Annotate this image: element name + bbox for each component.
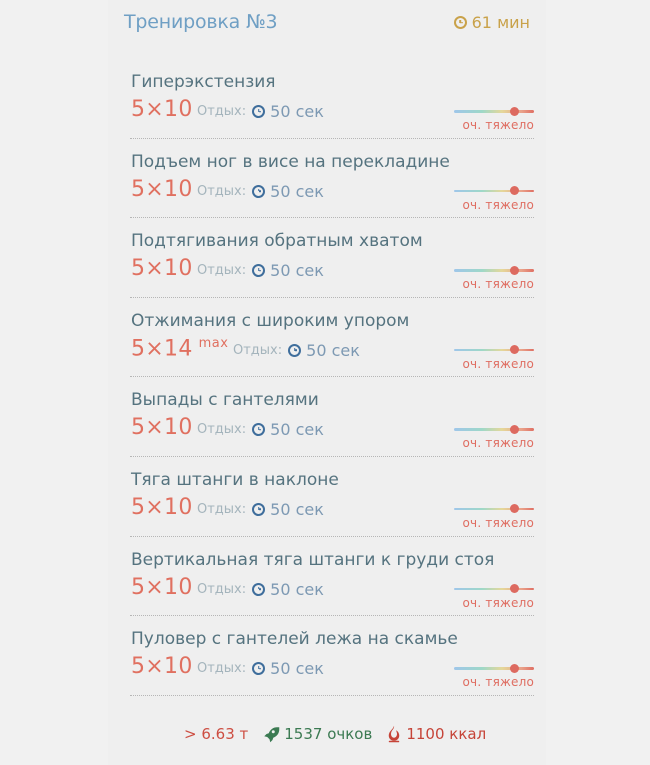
rest-value: 50 сек	[270, 499, 324, 519]
divider	[130, 456, 534, 457]
rest-time	[197, 261, 324, 280]
sets-reps-value: 5×10	[131, 176, 193, 202]
points-summary	[262, 725, 372, 743]
rest-time	[197, 102, 324, 121]
exercise-name: Подъем ног в висе на перекладине	[131, 151, 450, 172]
intensity-marker	[510, 664, 519, 673]
rocket-icon	[262, 725, 280, 743]
rest-value: 50 сек	[270, 261, 324, 281]
sets-reps-value: 5×10	[131, 574, 193, 600]
rest-value: 50 сек	[270, 102, 324, 121]
intensity-track	[454, 428, 534, 431]
intensity-slider	[454, 266, 534, 276]
rest-time	[197, 659, 324, 678]
intensity-marker	[510, 345, 519, 354]
exercise-item[interactable]	[130, 229, 534, 309]
divider	[130, 536, 534, 537]
exercise-item[interactable]	[130, 627, 534, 707]
sets-reps	[131, 415, 193, 440]
rest-value: 50 сек	[270, 181, 324, 201]
intensity-track	[454, 269, 534, 272]
intensity-slider	[454, 346, 534, 356]
sets-reps	[131, 495, 193, 520]
intensity-track	[454, 190, 534, 193]
exercise-name: Пуловер с гантелей лежа на скамье	[131, 629, 458, 650]
intensity-track	[454, 667, 534, 670]
clock-icon	[252, 503, 265, 516]
sets-reps	[131, 654, 193, 679]
sets-reps	[131, 256, 193, 281]
intensity-marker	[510, 504, 519, 513]
intensity-track	[454, 508, 534, 511]
calories-summary	[386, 725, 486, 743]
exercise-name: Гиперэкстензия	[131, 72, 276, 92]
exercise-item[interactable]	[130, 150, 534, 230]
sets-reps-value: 5×10	[131, 654, 193, 680]
exercise-item[interactable]	[130, 468, 534, 548]
sets-reps	[131, 177, 193, 202]
rest-label: Отдых:	[197, 422, 247, 438]
intensity-marker	[510, 266, 519, 275]
rest-label: Отдых:	[197, 104, 247, 119]
rest-time	[197, 580, 324, 599]
exercise-item[interactable]	[130, 309, 534, 389]
intensity-marker	[510, 425, 519, 434]
rest-value: 50 сек	[270, 659, 324, 679]
intensity-label: оч. тяжело	[462, 277, 534, 292]
divider	[130, 615, 534, 616]
intensity-track	[454, 349, 534, 352]
exercise-name: Подтягивания обратным хватом	[131, 231, 423, 252]
rest-value: 50 сек	[270, 420, 324, 440]
workout-duration	[454, 13, 530, 32]
calories-value: 1100 ккал	[406, 725, 487, 743]
intensity-label: оч. тяжело	[462, 675, 534, 690]
clock-icon	[252, 583, 265, 596]
rest-label: Отдых:	[197, 263, 247, 279]
intensity-track	[454, 588, 534, 591]
sets-reps	[131, 336, 228, 361]
divider	[130, 138, 534, 139]
sets-reps-value: 5×10	[131, 494, 193, 520]
intensity-slider	[454, 664, 534, 674]
divider	[130, 376, 534, 377]
intensity-slider	[454, 425, 534, 435]
intensity-slider	[454, 187, 534, 197]
divider	[130, 217, 534, 218]
intensity-track	[454, 110, 534, 113]
flame-icon	[386, 725, 402, 743]
workout-title: Тренировка №3	[124, 11, 278, 33]
intensity-label: оч. тяжело	[462, 436, 534, 451]
clock-icon	[252, 264, 265, 277]
sets-reps-value: 5×14	[131, 336, 193, 362]
exercise-item[interactable]	[130, 548, 534, 628]
clock-icon	[252, 185, 265, 198]
sets-reps	[131, 97, 193, 122]
intensity-marker	[510, 584, 519, 593]
sets-reps-value: 5×10	[131, 256, 193, 282]
exercise-name: Тяга штанги в наклоне	[131, 469, 339, 490]
intensity-label: оч. тяжело	[462, 595, 534, 610]
clock-icon	[454, 16, 467, 29]
rest-label: Отдых:	[197, 661, 247, 677]
exercise-name: Вертикальная тяга штанги к груди стоя	[131, 549, 495, 570]
rest-value: 50 сек	[306, 340, 360, 360]
sets-reps	[131, 575, 193, 600]
intensity-marker	[510, 107, 519, 116]
exercise-item[interactable]	[130, 388, 534, 468]
max-mark: max	[198, 335, 229, 351]
exercise-item[interactable]	[130, 70, 534, 150]
exercise-list	[130, 70, 534, 707]
divider	[130, 695, 534, 696]
rest-time	[197, 500, 324, 519]
intensity-slider	[454, 107, 534, 117]
sets-reps-value: 5×10	[131, 97, 193, 122]
rest-label: Отдых:	[233, 342, 283, 358]
intensity-label: оч. тяжело	[462, 118, 534, 132]
rest-value: 50 сек	[270, 579, 324, 599]
rest-time	[233, 341, 360, 360]
exercise-name: Выпады с гантелями	[131, 390, 319, 411]
intensity-slider	[454, 505, 534, 515]
workout-header	[124, 11, 530, 37]
intensity-label: оч. тяжело	[462, 356, 534, 371]
clock-icon	[252, 105, 265, 118]
duration-value: 61 мин	[471, 13, 530, 32]
rest-label: Отдых:	[197, 183, 247, 199]
points-value: 1537 очков	[284, 725, 373, 743]
rest-time	[197, 420, 324, 439]
divider	[130, 297, 534, 298]
sets-reps-value: 5×10	[131, 415, 193, 441]
rest-label: Отдых:	[197, 581, 247, 597]
workout-summary	[184, 723, 486, 745]
clock-icon	[252, 662, 265, 675]
intensity-slider	[454, 585, 534, 595]
intensity-label: оч. тяжело	[462, 515, 534, 530]
intensity-marker	[510, 186, 519, 195]
exercise-name: Отжимания с широким упором	[131, 310, 410, 331]
clock-icon	[252, 423, 265, 436]
rest-label: Отдых:	[197, 501, 247, 517]
rest-time	[197, 182, 324, 201]
clock-icon	[288, 344, 301, 357]
total-weight: > 6.63 т	[184, 725, 249, 743]
intensity-label: оч. тяжело	[462, 197, 534, 212]
